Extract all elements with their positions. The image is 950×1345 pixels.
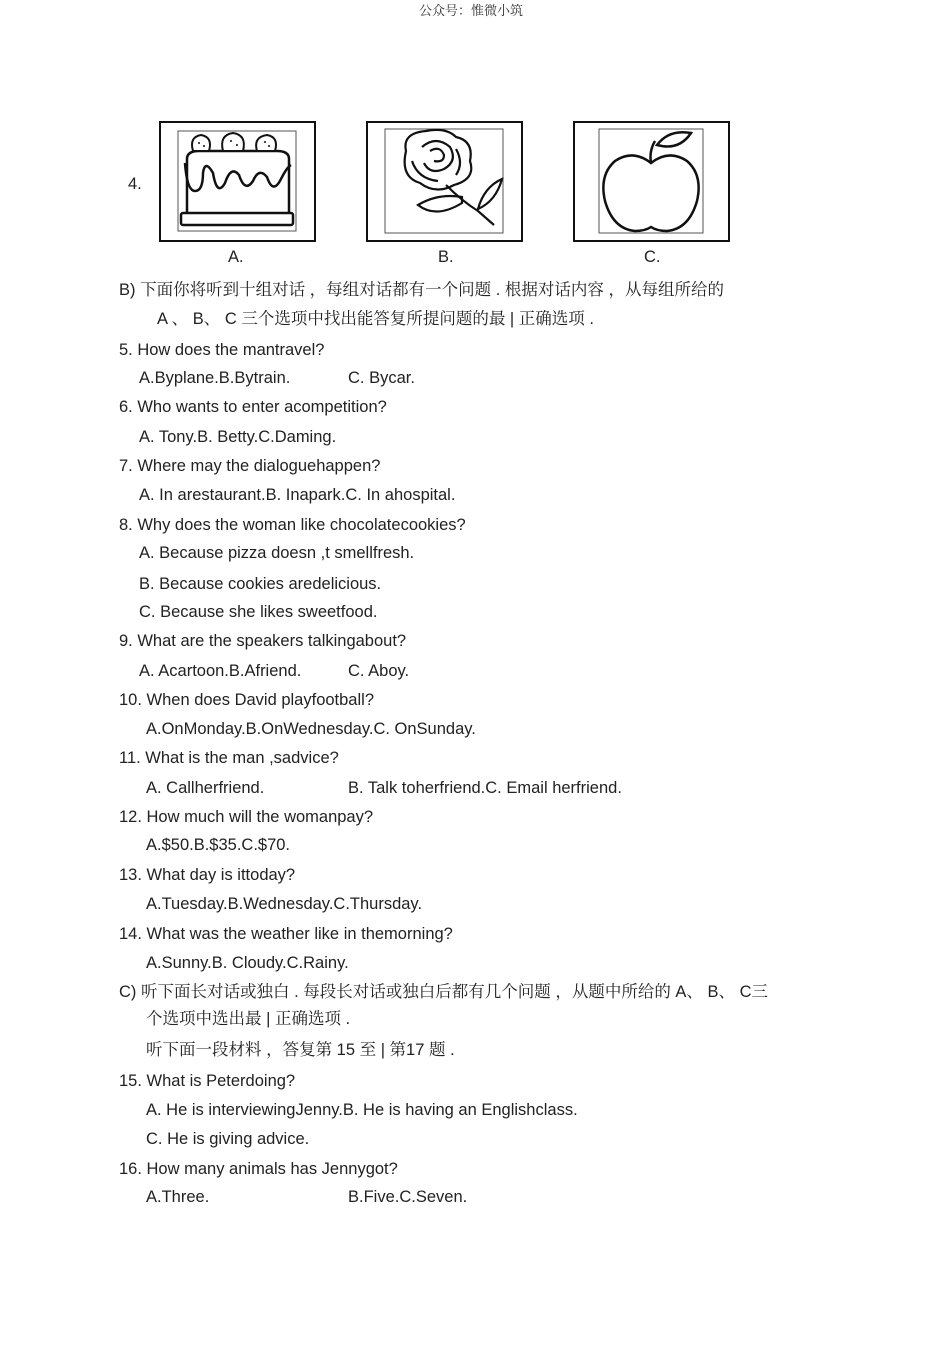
question-7: 7. Where may the dialoguehappen? [119,457,381,475]
question-16-options-bc: B.Five.C.Seven. [348,1188,468,1206]
question-5: 5. How does the mantravel? [119,341,325,359]
section-c-instruction-line1: C) 听下面长对话或独白 . 每段长对话或独白后都有几个问题 ，从题中所给的 A、 B、 C三 [119,983,769,1001]
question-13: 13. What day is ittoday? [119,866,296,884]
option-a-picture [159,121,317,243]
option-b-picture [366,121,524,243]
question-11-options-bc: B. Talk toherfriend.C. Email herfriend. [348,779,622,797]
question-8: 8. Why does the woman like chocolatecookies? [119,516,466,534]
question-9: 9. What are the speakers talkingabout? [119,632,407,650]
question-16-option-a: A.Three. [146,1188,210,1206]
q4-label-c: C. [644,248,661,266]
cake-icon [159,121,317,243]
section-c-material-note: 听下面一段材料 ，答复第 15 至 | 第17 题 . [146,1041,455,1059]
question-8-option-b: B. Because cookies aredelicious. [139,575,382,593]
q4-number: 4. [128,175,142,193]
question-9-option-c: C. Aboy. [348,662,410,680]
section-c-instruction-line2: 个选项中选出最 | 正确选项 . [146,1010,351,1028]
page-header: 公众号：惟微小筑 [419,4,524,19]
question-6-options: A. Tony.B. Betty.C.Daming. [139,428,337,446]
apple-icon [573,121,731,243]
question-5-options-ab: A.Byplane.B.Bytrain. [139,369,291,387]
question-10-options: A.OnMonday.B.OnWednesday.C. OnSunday. [146,720,476,738]
question-14-options: A.Sunny.B. Cloudy.C.Rainy. [146,954,349,972]
question-7-options: A. In arestaurant.B. Inapark.C. In ahospital. [139,486,456,504]
question-15-options-ab: A. He is interviewingJenny.B. He is having an Englishclass. [146,1101,578,1119]
question-15: 15. What is Peterdoing? [119,1072,296,1090]
question-12-options: A.$50.B.$35.C.$70. [146,836,291,854]
question-8-option-a: A. Because pizza doesn ,t smellfresh. [139,544,415,562]
question-8-option-c: C. Because she likes sweetfood. [139,603,378,621]
rose-icon [366,121,524,243]
question-11-option-a: A. Callherfriend. [146,779,265,797]
question-11: 11. What is the man ,sadvice? [119,749,339,767]
question-14: 14. What was the weather like in themorning? [119,925,453,943]
question-12: 12. How much will the womanpay? [119,808,374,826]
question-10: 10. When does David playfootball? [119,691,374,709]
question-13-options: A.Tuesday.B.Wednesday.C.Thursday. [146,895,423,913]
section-b-instruction-line1: B) 下面你将听到十组对话 ，每组对话都有一个问题 . 根据对话内容 ，从每组所给的 [119,281,725,299]
section-b-instruction-line2: A 、 B、 C 三个选项中找出能答复所提问题的最 | 正确选项 . [157,310,594,328]
question-16: 16. How many animals has Jennygot? [119,1160,398,1178]
question-5-option-c: C. Bycar. [348,369,415,387]
q4-label-b: B. [438,248,454,266]
question-9-options-ab: A. Acartoon.B.Afriend. [139,662,302,680]
q4-label-a: A. [228,248,244,266]
question-6: 6. Who wants to enter acompetition? [119,398,387,416]
option-c-picture [573,121,731,243]
question-15-option-c: C. He is giving advice. [146,1130,310,1148]
